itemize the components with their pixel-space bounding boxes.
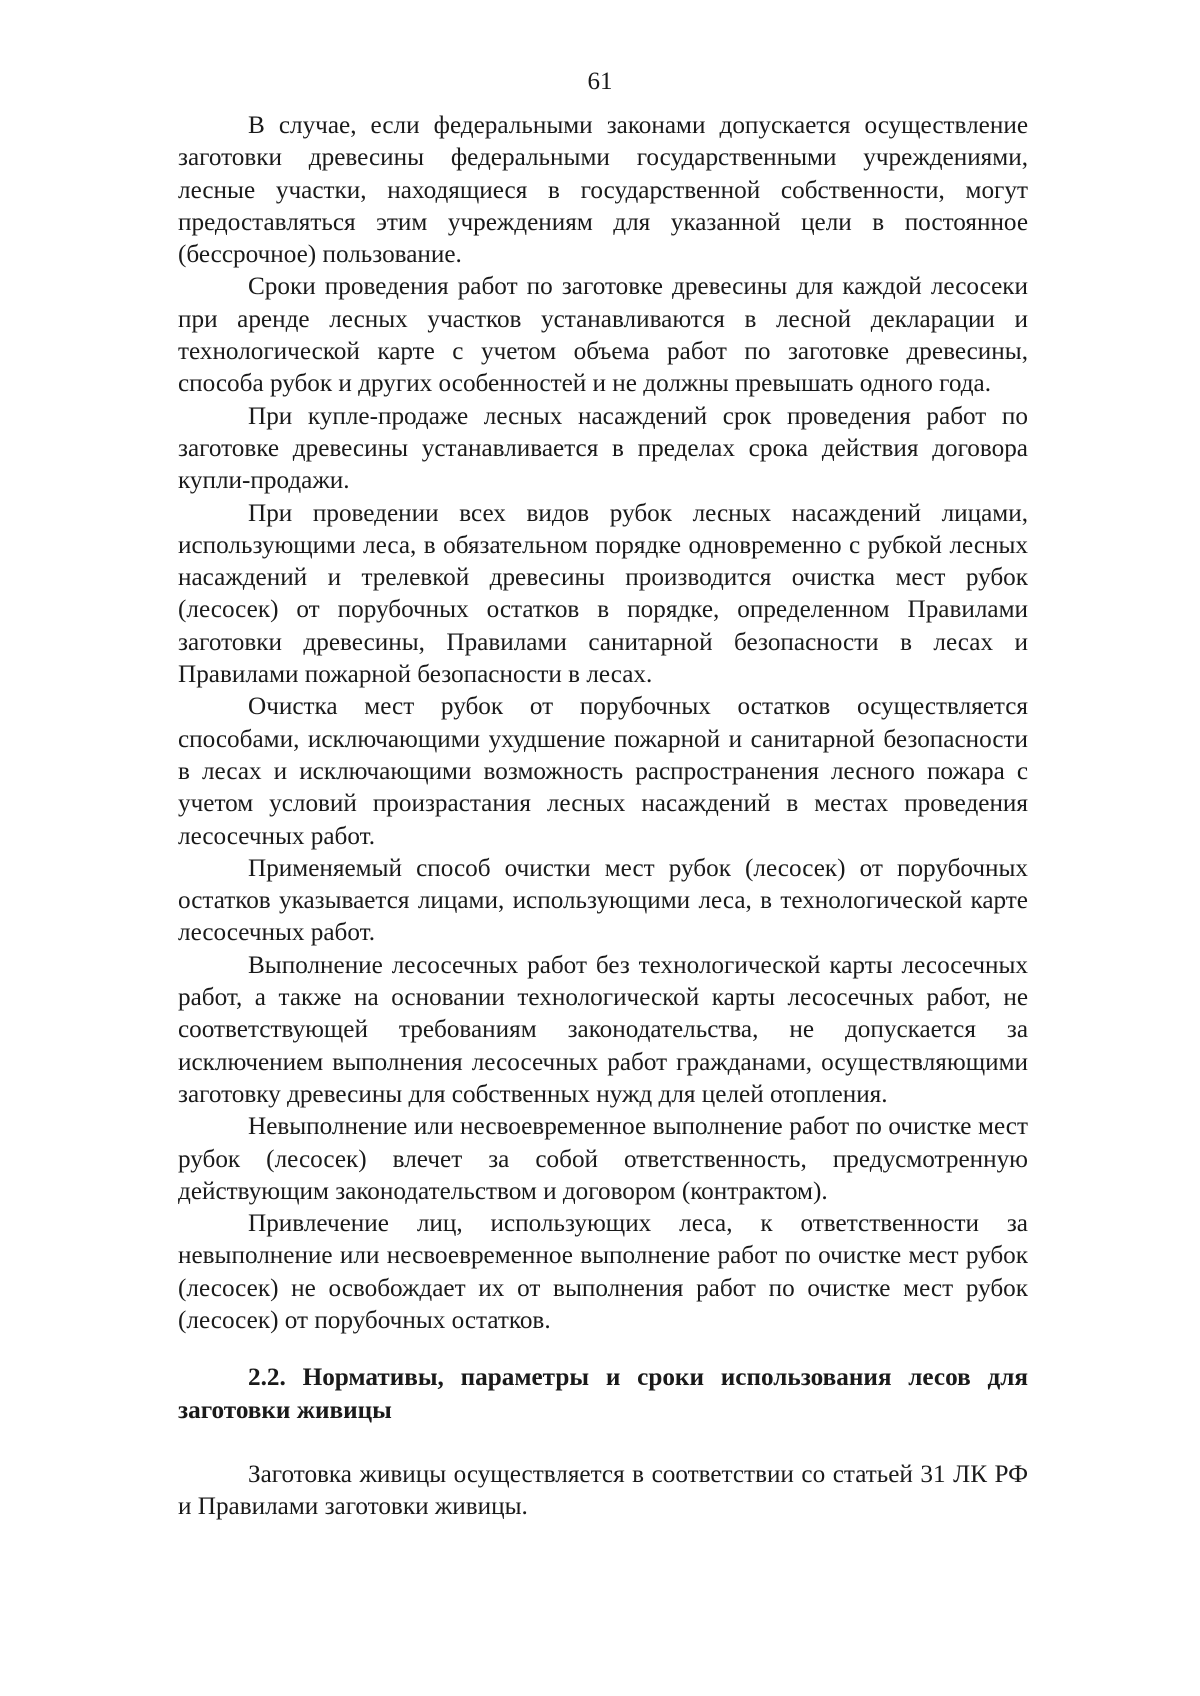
paragraph: Очистка мест рубок от порубочных остатков осуществляется способами, исключающими ухудшение пожарной и санитарной безопасности в лесах и исключающими возможность распространения лесного пожара с учетом условий произрастания лесных насаждений в местах проведения лесосечных работ.	[178, 693, 1028, 850]
paragraph: В случае, если федеральными законами допускается осуществление заготовки древесины федеральными государственными учреждениями, лесные участки, находящиеся в государственной собственности, могут предоставляться этим учреждениям для указанной цели в постоянное (бессрочное) пользование.	[178, 112, 1028, 269]
document-body	[178, 110, 1028, 1523]
paragraph: Невыполнение или несвоевременное выполнение работ по очистке мест рубок (лесосек) влечет за собой ответственность, предусмотренную действующим законодательством и договором (контрактом).	[178, 1113, 1028, 1205]
paragraph: При проведении всех видов рубок лесных насаждений лицами, использующими леса, в обязательном порядке одновременно с рубкой лесных насаждений и трелевкой древесины производится очистка мест рубок (лесосек) от порубочных остатков в порядке, определенном Правилами заготовки древесины, Правилами санитарной безопасности в лесах и Правилами пожарной безопасности в лесах.	[178, 499, 1028, 689]
paragraph: Выполнение лесосечных работ без технологической карты лесосечных работ, а также на основании технологической карты лесосечных работ, не соответствующей требованиям законодательства, не допускается за исключением выполнения лесосечных работ гражданами, осуществляющими заготовку древесины для собственных нужд для целей отопления.	[178, 951, 1028, 1108]
paragraph: При купле-продаже лесных насаждений срок проведения работ по заготовке древесины устанавливается в пределах срока действия договора купли-продажи.	[178, 402, 1028, 495]
paragraph: Заготовка живицы осуществляется в соответствии со статьей 31 ЛК РФ и Правилами заготовки живицы.	[178, 1460, 1028, 1521]
paragraph: Сроки проведения работ по заготовке древесины для каждой лесосеки при аренде лесных участков устанавливаются в лесной декларации и технологической карте с учетом объема работ по заготовке древесины, способа рубок и других особенностей и не должны превышать одного года.	[178, 273, 1028, 398]
paragraph: Применяемый способ очистки мест рубок (лесосек) от порубочных остатков указывается лицами, использующими леса, в технологической карте лесосечных работ.	[178, 854, 1028, 947]
page-number: 61	[587, 68, 613, 95]
section-heading: 2.2. Нормативы, параметры и сроки использования лесов для заготовки живицы	[178, 1364, 1028, 1424]
paragraph: Привлечение лиц, использующих леса, к ответственности за невыполнение или несвоевременное выполнение работ по очистке мест рубок (лесосек) не освобождает их от выполнения работ по очистке мест рубок (лесосек) от порубочных остатков.	[178, 1210, 1028, 1334]
